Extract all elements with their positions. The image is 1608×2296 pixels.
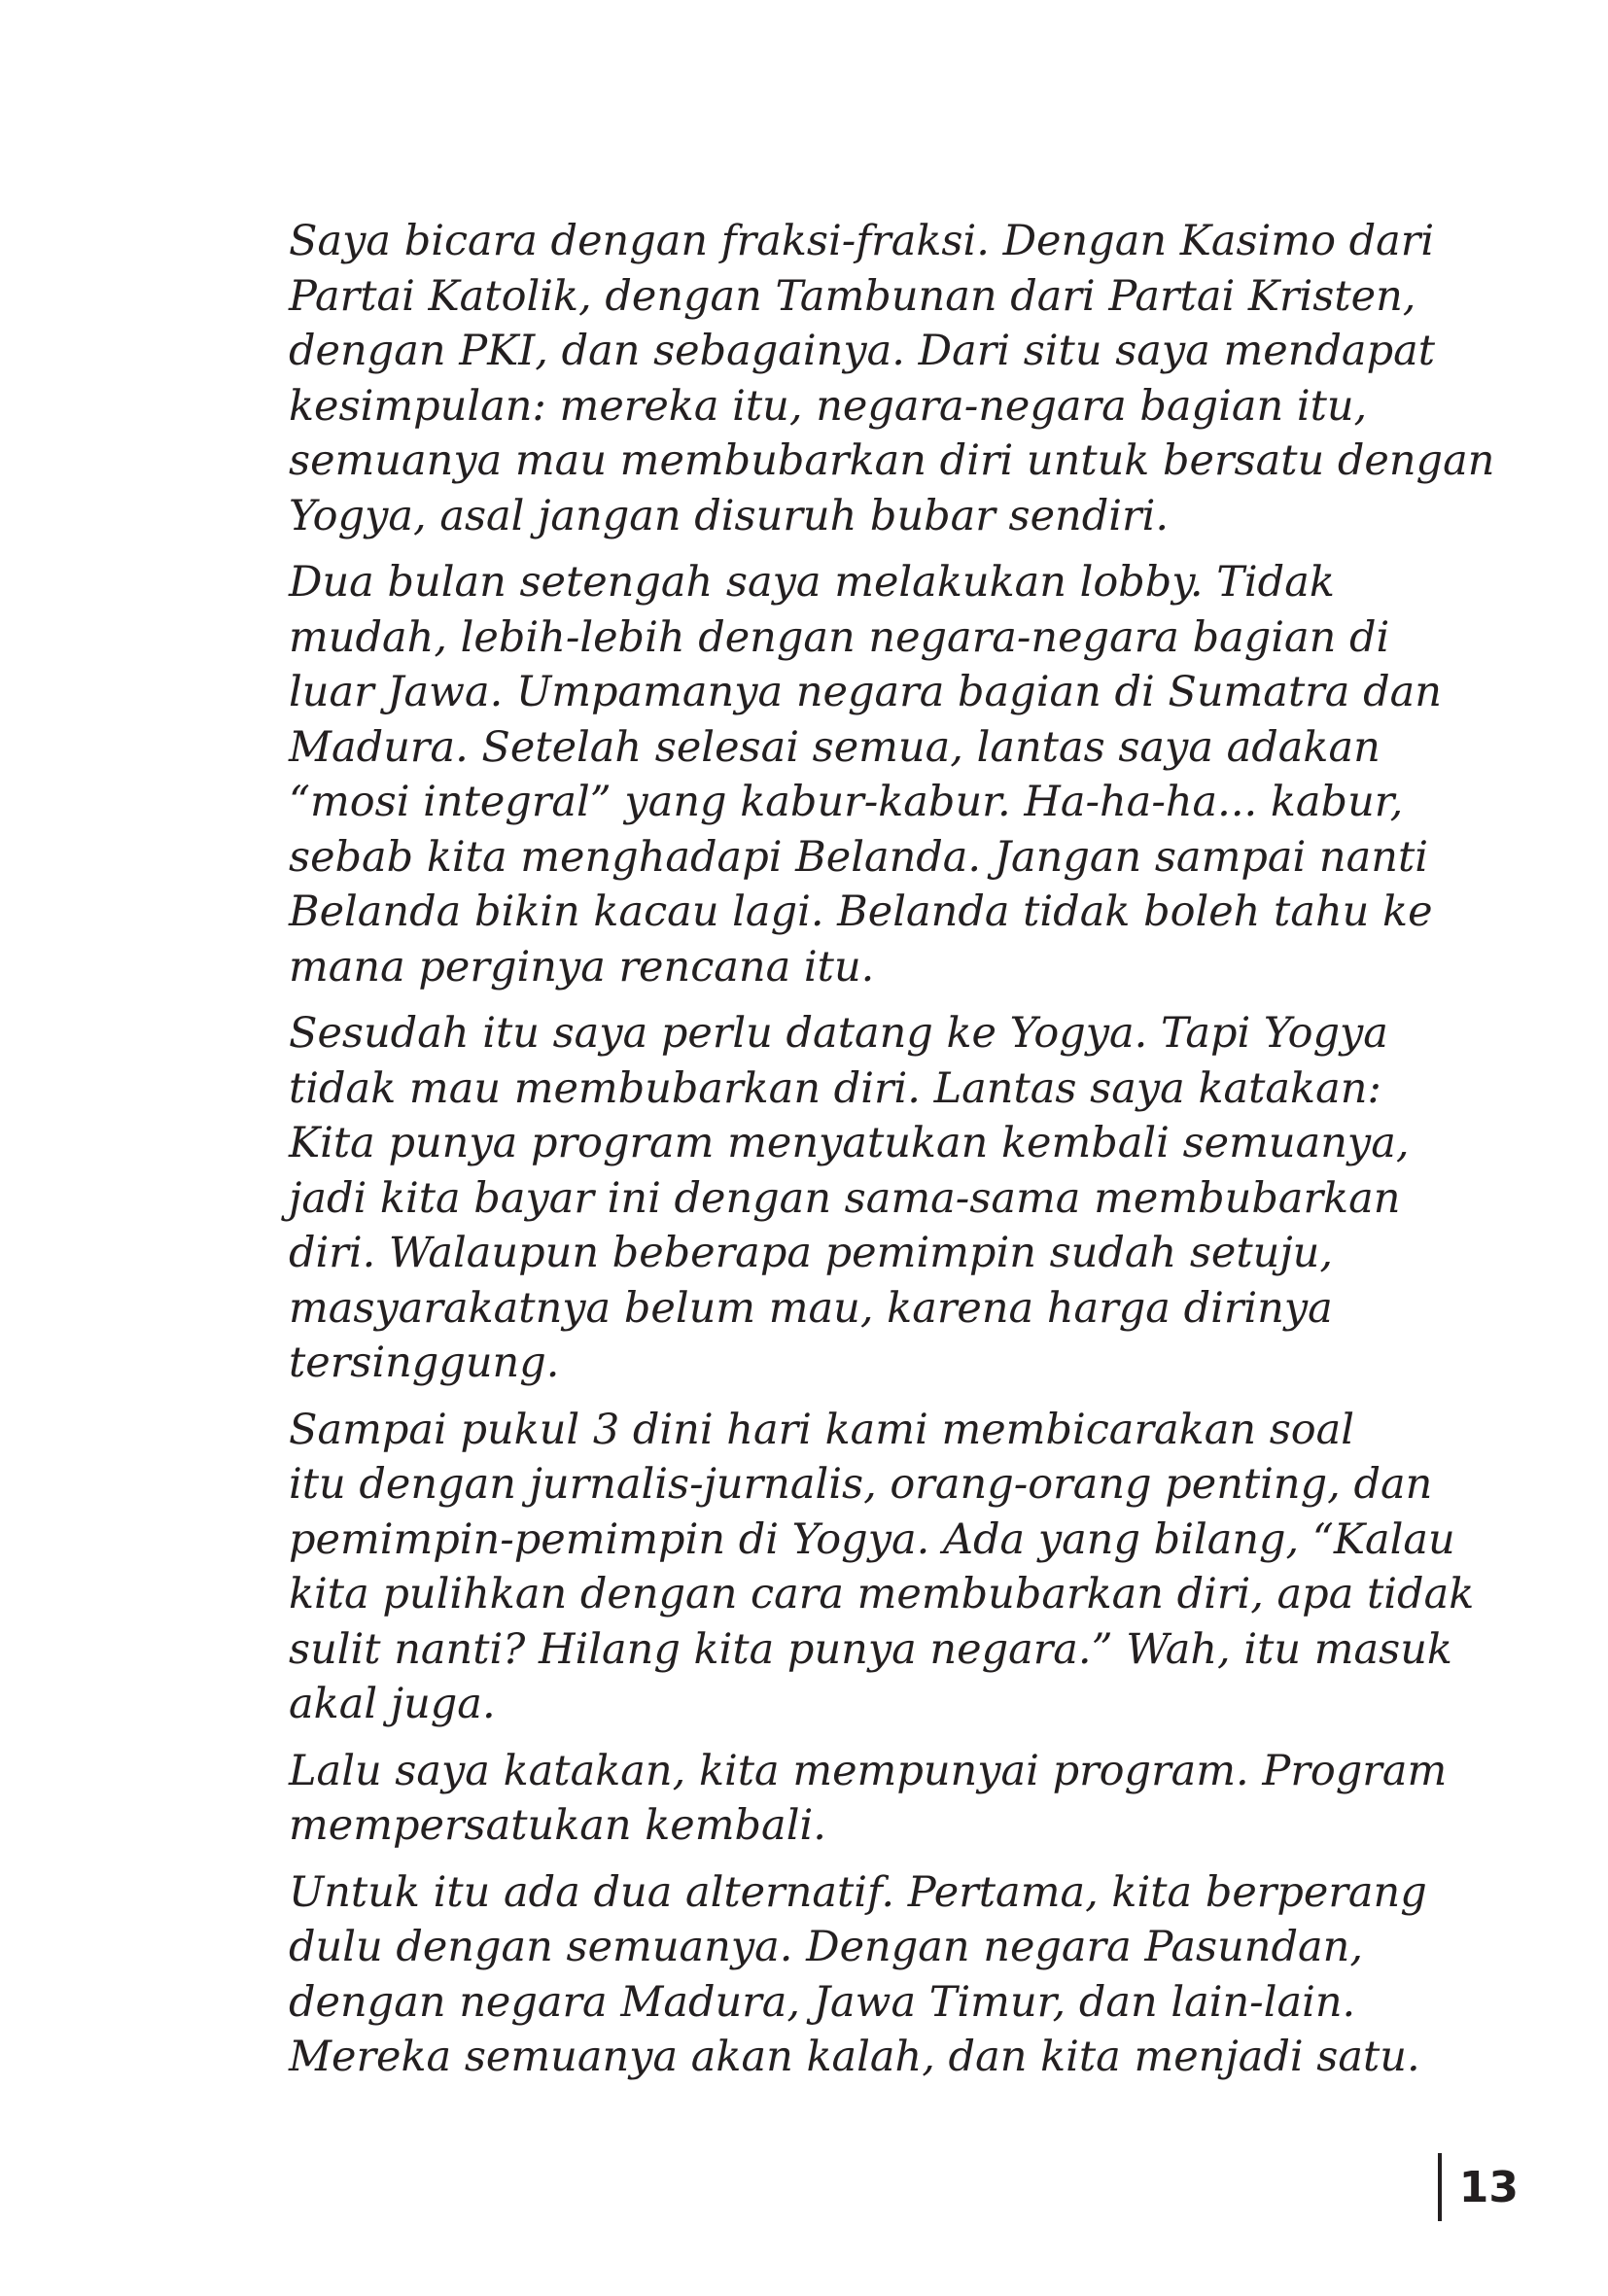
text-line: akal juga.	[289, 1680, 496, 1728]
paragraph	[289, 555, 1485, 994]
text-line: mudah, lebih-lebih dengan negara-negara bagian di	[289, 612, 1390, 662]
paragraph	[289, 1744, 1485, 1854]
paragraph	[289, 214, 1495, 543]
text-line: jadi kita bayar ini dengan sama-sama membubarkan	[289, 1173, 1401, 1223]
text-line: kita pulihkan dengan cara membubarkan diri, apa tidak	[289, 1570, 1475, 1618]
text-line: Yogya, asal jangan disuruh bubar sendiri.	[289, 491, 1169, 540]
text-line: luar Jawa. Umpamanya negara bagian di Sumatra dan	[289, 668, 1442, 716]
text-line: Dua bulan setengah saya melakukan lobby. Tidak	[289, 558, 1335, 607]
text-line: semuanya mau membubarkan diri untuk bersatu dengan	[289, 436, 1495, 485]
text-line: Lalu saya katakan, kita mempunyai program. Program	[289, 1746, 1448, 1795]
text-line: Untuk itu ada dua alternatif. Pertama, kita berperang	[289, 1867, 1427, 1917]
text-line: dulu dengan semuanya. Dengan negara Pasundan,	[289, 1923, 1364, 1971]
text-line: tersinggung.	[289, 1339, 560, 1387]
text-line: Saya bicara dengan fraksi-fraksi. Dengan Kasimo dari	[289, 217, 1435, 265]
text-line: itu dengan jurnalis-jurnalis, orang-orang penting, dan	[289, 1460, 1433, 1509]
text-line: sulit nanti? Hilang kita punya negara.” Wah, itu masuk	[289, 1624, 1452, 1674]
text-line: sebab kita menghadapi Belanda. Jangan sampai nanti	[289, 832, 1428, 882]
text-line: “mosi integral” yang kabur-kabur. Ha-ha-ha... kabur,	[289, 778, 1404, 826]
text-line: Kita punya program menyatukan kembali semuanya,	[289, 1119, 1410, 1167]
text-line: kesimpulan: mereka itu, negara-negara bagian itu,	[289, 381, 1368, 431]
text-line: Belanda bikin kacau lagi. Belanda tidak boleh tahu ke	[289, 887, 1433, 936]
body-text	[289, 214, 1495, 2097]
text-line: dengan PKI, dan sebagainya. Dari situ saya mendapat	[289, 327, 1436, 375]
text-line: tidak mau membubarkan diri. Lantas saya katakan:	[289, 1063, 1381, 1113]
folio-divider	[1438, 2153, 1442, 2221]
text-line: mana perginya rencana itu.	[289, 942, 875, 991]
page-folio	[1438, 2153, 1519, 2221]
text-line: diri. Walaupun beberapa pemimpin sudah setuju,	[289, 1229, 1334, 1277]
text-line: Mereka semuanya akan kalah, dan kita menjadi satu.	[289, 2033, 1420, 2081]
paragraph	[289, 1865, 1485, 2085]
text-line: pemimpin-pemimpin di Yogya. Ada yang bilang, “Kalau	[289, 1514, 1455, 1564]
text-line: Sampai pukul 3 dini hari kami membicarakan soal	[289, 1405, 1355, 1454]
text-line: Madura. Setelah selesai semua, lantas saya adakan	[289, 722, 1381, 772]
text-line: Sesudah itu saya perlu datang ke Yogya. Tapi Yogya	[289, 1009, 1388, 1058]
paragraph	[289, 1403, 1485, 1732]
text-line: masyarakatnya belum mau, karena harga dirinya	[289, 1283, 1333, 1333]
text-line: dengan negara Madura, Jawa Timur, dan lain-lain.	[289, 1977, 1356, 2027]
paragraph	[289, 1006, 1485, 1391]
page-number: 13	[1458, 2162, 1519, 2212]
text-line: Partai Katolik, dengan Tambunan dari Partai Kristen,	[289, 271, 1416, 321]
text-line: mempersatukan kembali.	[289, 1801, 826, 1850]
